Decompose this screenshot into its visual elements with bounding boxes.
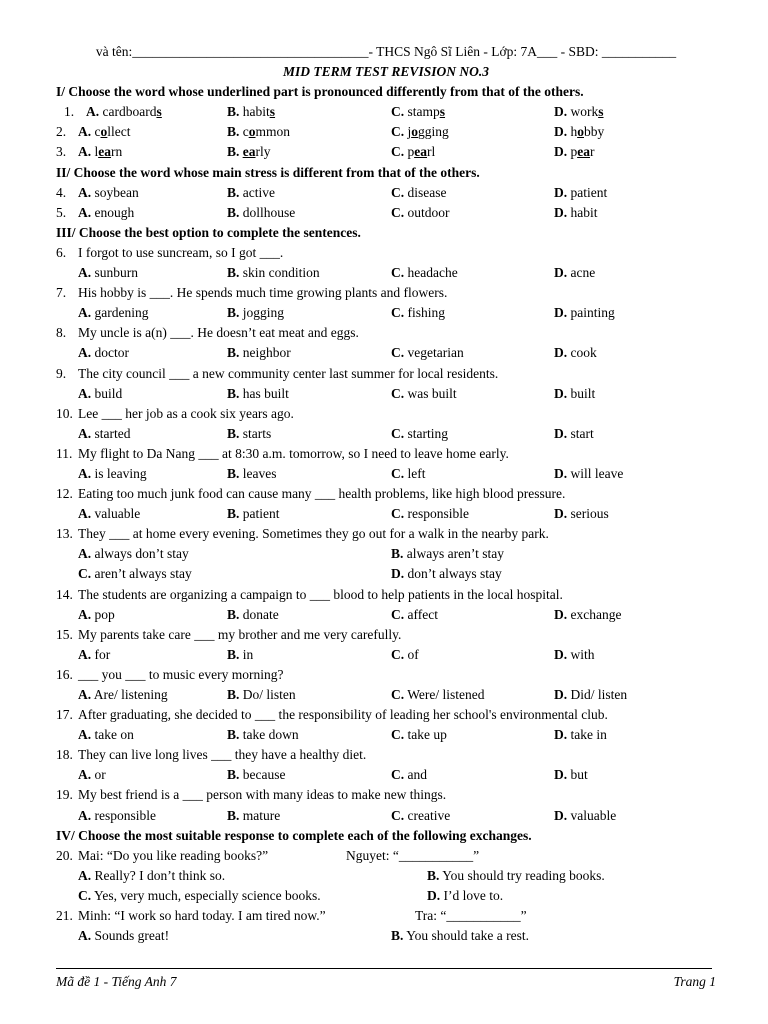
option-letter: B.: [227, 807, 240, 823]
option-a: A. doctor: [78, 345, 129, 361]
option-a: A. valuable: [78, 506, 141, 522]
option-letter: D.: [554, 104, 568, 120]
option-b: B. donate: [227, 606, 279, 622]
option-d: D. pear: [554, 144, 595, 160]
option-letter: B.: [227, 385, 240, 401]
stress-row: [56, 203, 716, 223]
option-letter: B.: [227, 184, 240, 200]
underlined-letters: s: [598, 104, 604, 120]
option-letter: A.: [78, 345, 92, 361]
underlined-letters: o: [100, 124, 108, 140]
option-b: B. You should try reading books.: [427, 867, 605, 883]
option-d: D. hobby: [554, 124, 605, 140]
option-letter: B.: [227, 144, 240, 160]
option-c: C. and: [391, 767, 427, 783]
question-text: The students are organizing a campaign to ___ blood to help patients in the local hospital.: [78, 586, 563, 602]
option-letter: A.: [78, 204, 92, 220]
question-number: 14.: [56, 586, 73, 602]
underlined-letters: o: [248, 124, 256, 140]
option-letter: B.: [427, 867, 440, 883]
option-letter: D.: [554, 305, 568, 321]
question-stem: [56, 404, 716, 424]
question-text: I forgot to use suncream, so I got ___.: [78, 244, 284, 260]
option-letter: D.: [554, 265, 568, 281]
option-letter: B.: [391, 546, 404, 562]
option-b: B. active: [227, 184, 275, 200]
option-letter: A.: [78, 928, 92, 944]
option-letter: C.: [391, 204, 405, 220]
option-letter: B.: [227, 124, 240, 140]
section-heading-1: I/ Choose the word whose underlined part is pronounced differently from that of the others.: [56, 84, 584, 100]
option-letter: A.: [78, 767, 92, 783]
option-b: B. leaves: [227, 465, 277, 481]
question-number: 17.: [56, 707, 73, 723]
option-letter: B.: [227, 687, 240, 702]
options-row: [56, 605, 716, 625]
option-letter: B.: [227, 265, 240, 281]
option-b: B. skin condition: [227, 265, 320, 281]
option-letter: C.: [391, 425, 405, 441]
option-b: B. has built: [227, 385, 289, 401]
option-a: A. pop: [78, 606, 115, 622]
footer-divider: [56, 968, 712, 969]
option-letter: D.: [554, 144, 568, 160]
exam-page: [56, 42, 716, 946]
option-c: C. stamps: [391, 104, 446, 120]
option-b: B. take down: [227, 727, 299, 743]
option-letter: D.: [554, 506, 568, 522]
question-text: ___ you ___ to music every morning?: [78, 666, 284, 682]
options-row: [56, 384, 716, 404]
option-d: D. works: [554, 104, 604, 120]
option-a: A. is leaving: [78, 465, 147, 481]
question-number: 19.: [56, 787, 73, 803]
footer-page-number: Trang 1: [673, 974, 716, 989]
option-letter: A.: [86, 104, 100, 120]
options-row: [56, 544, 716, 564]
option-d: D. exchange: [554, 606, 622, 622]
option-letter: D.: [391, 566, 405, 582]
underlined-letters: ea: [414, 144, 427, 160]
underlined-letters: o: [411, 124, 419, 140]
option-letter: A.: [78, 465, 92, 481]
question-stem: [56, 323, 716, 343]
option-b: B. neighbor: [227, 345, 291, 361]
option-b: B. common: [227, 124, 291, 140]
question-text: Eating too much junk food can cause many ___ health problems, like high blood pressure.: [78, 486, 566, 502]
option-d: D. start: [554, 425, 594, 441]
option-b: B. always aren’t stay: [391, 546, 504, 562]
option-letter: D.: [554, 807, 568, 823]
option-letter: C.: [391, 646, 405, 662]
question-stem: [56, 243, 716, 263]
option-letter: B.: [227, 104, 240, 120]
underlined-part: [440, 104, 445, 119]
option-c: C. aren’t always stay: [78, 566, 192, 582]
question-text: Lee ___ her job as a cook six years ago.: [78, 405, 294, 421]
question-number: 2.: [56, 124, 67, 140]
question-number: 10.: [56, 405, 73, 421]
underlined-part: [577, 124, 584, 139]
option-letter: D.: [554, 345, 568, 361]
option-a: A. build: [78, 385, 123, 401]
option-a: A. Are/ listening: [78, 687, 168, 702]
question-number: 9.: [56, 365, 67, 381]
exchange-questions: [56, 846, 716, 946]
option-letter: B.: [227, 506, 240, 522]
underlined-part: [270, 104, 275, 119]
option-d: D. will leave: [554, 465, 624, 481]
question-stem: [56, 785, 716, 805]
question-number: 6.: [56, 244, 67, 260]
option-d: D. painting: [554, 305, 615, 321]
option-letter: C.: [391, 265, 405, 281]
option-letter: D.: [554, 606, 568, 622]
option-letter: B.: [227, 767, 240, 783]
question-number: 21.: [56, 908, 73, 924]
option-letter: D.: [554, 184, 568, 200]
options-row: [56, 464, 716, 484]
options-row: [56, 886, 716, 906]
option-c: C. starting: [391, 425, 448, 441]
underlined-letters: s: [156, 104, 162, 120]
option-c: C. responsible: [391, 506, 469, 522]
question-number: 12.: [56, 486, 73, 502]
options-row: [56, 424, 716, 444]
option-a: A. cardboards: [86, 104, 162, 120]
question-number: 3.: [56, 144, 67, 160]
speaker-line: Mai: “Do you like reading books?”: [78, 847, 269, 863]
question-stem: [56, 484, 716, 504]
question-number: 13.: [56, 526, 73, 542]
options-row: [56, 765, 716, 785]
underlined-part: [249, 124, 256, 139]
stress-questions: [56, 183, 716, 223]
option-d: D. don’t always stay: [391, 566, 502, 582]
option-d: D. I’d love to.: [427, 887, 504, 903]
option-a: A. for: [78, 646, 111, 662]
option-c: C. Yes, very much, especially science books.: [78, 887, 321, 903]
stress-row: [56, 183, 716, 203]
option-c: C. affect: [391, 606, 438, 622]
options-row: [56, 926, 716, 946]
question-stem: [56, 524, 716, 544]
option-d: D. acne: [554, 265, 596, 281]
option-a: A. take on: [78, 727, 134, 743]
option-d: D. take in: [554, 727, 607, 743]
option-a: A. learn: [78, 144, 123, 160]
section-heading-4: IV/ Choose the most suitable response to complete each of the following exchanges.: [56, 827, 532, 843]
question-text: They can live long lives ___ they have a healthy diet.: [78, 747, 367, 763]
option-letter: A.: [78, 867, 92, 883]
question-stem: [56, 585, 716, 605]
option-b: B. mature: [227, 807, 281, 823]
option-letter: A.: [78, 646, 92, 662]
option-a: A. gardening: [78, 305, 149, 321]
option-letter: D.: [554, 124, 568, 140]
option-a: A. collect: [78, 124, 131, 140]
option-letter: A.: [78, 687, 92, 702]
question-stem: [56, 665, 716, 685]
underlined-part: [411, 124, 418, 139]
question-text: After graduating, she decided to ___ the responsibility of leading her school's environmental club.: [78, 707, 608, 723]
option-c: C. was built: [391, 385, 457, 401]
section-heading-2: II/ Choose the word whose main stress is different from that of the others.: [56, 164, 480, 180]
exchange-stem: [56, 906, 716, 926]
option-letter: C.: [391, 606, 405, 622]
option-letter: B.: [227, 425, 240, 441]
option-a: A. always don’t stay: [78, 546, 189, 562]
question-stem: [56, 364, 716, 384]
option-letter: D.: [554, 204, 568, 220]
question-number: 16.: [56, 666, 73, 682]
question-number: 4.: [56, 184, 67, 200]
option-b: B. in: [227, 646, 254, 662]
options-row: [56, 564, 716, 584]
option-d: D. patient: [554, 184, 608, 200]
question-number: 8.: [56, 325, 67, 341]
option-c: C. outdoor: [391, 204, 450, 220]
question-stem: [56, 625, 716, 645]
underlined-part: [598, 104, 603, 119]
underlined-letters: ea: [242, 144, 256, 160]
underlined-part: [101, 124, 108, 139]
option-letter: A.: [78, 606, 92, 622]
underlined-letters: s: [439, 104, 446, 120]
option-b: B. habits: [227, 104, 276, 120]
question-stem: [56, 745, 716, 765]
exchange-stem: [56, 846, 716, 866]
option-c: C. headache: [391, 265, 458, 281]
option-letter: A.: [78, 124, 92, 140]
option-a: A. soybean: [78, 184, 139, 200]
option-a: A. Sounds great!: [78, 928, 170, 944]
option-letter: D.: [554, 385, 568, 401]
underlined-part: [243, 144, 256, 159]
option-d: D. with: [554, 646, 595, 662]
option-letter: A.: [78, 425, 92, 441]
option-a: A. enough: [78, 204, 135, 220]
option-letter: C.: [391, 465, 405, 481]
option-a: A. started: [78, 425, 131, 441]
phonetics-row: [56, 142, 716, 162]
underlined-letters: s: [269, 104, 276, 120]
option-letter: B.: [227, 646, 240, 662]
question-text: His hobby is ___. He spends much time growing plants and flowers.: [78, 285, 448, 301]
option-letter: A.: [78, 265, 92, 281]
option-letter: A.: [78, 385, 92, 401]
phonetics-row: [56, 102, 716, 122]
option-c: C. fishing: [391, 305, 446, 321]
option-letter: C.: [78, 887, 92, 903]
option-letter: C.: [391, 144, 405, 160]
option-b: B. jogging: [227, 305, 285, 321]
option-letter: B.: [227, 727, 240, 743]
options-row: [56, 645, 716, 665]
question-stem: [56, 444, 716, 464]
options-row: [56, 504, 716, 524]
option-letter: B.: [227, 305, 240, 321]
question-text: My flight to Da Nang ___ at 8:30 a.m. tomorrow, so I need to leave home early.: [78, 445, 509, 461]
option-c: C. creative: [391, 807, 451, 823]
multiple-choice-questions: [56, 243, 716, 826]
underlined-letters: ea: [577, 144, 590, 160]
question-text: They ___ at home every evening. Sometimes they go out for a walk in the nearby park.: [78, 526, 549, 542]
option-letter: C.: [391, 124, 405, 140]
option-d: D. Did/ listen: [554, 687, 628, 702]
option-a: A. Really? I don’t think so.: [78, 867, 226, 883]
option-b: B. starts: [227, 425, 272, 441]
phonetics-questions: [56, 102, 716, 162]
option-c: C. Were/ listened: [391, 687, 485, 702]
option-letter: C.: [391, 727, 405, 743]
option-letter: A.: [78, 184, 92, 200]
option-letter: C.: [78, 566, 92, 582]
option-c: C. pearl: [391, 144, 436, 160]
option-letter: A.: [78, 144, 92, 160]
option-b: B. dollhouse: [227, 204, 296, 220]
option-letter: D.: [554, 465, 568, 481]
option-letter: A.: [78, 727, 92, 743]
option-letter: D.: [554, 646, 568, 662]
option-letter: C.: [391, 184, 405, 200]
response-blank: Tra: “___________”: [415, 908, 527, 924]
option-b: B. Do/ listen: [227, 687, 296, 702]
option-letter: D.: [554, 727, 568, 743]
underlined-part: [414, 144, 427, 159]
option-letter: D.: [554, 425, 568, 441]
question-text: My uncle is a(n) ___. He doesn’t eat meat and eggs.: [78, 325, 359, 341]
options-row: [56, 806, 716, 826]
option-a: A. or: [78, 767, 106, 783]
option-letter: C.: [391, 385, 405, 401]
option-d: D. but: [554, 767, 588, 783]
option-b: B. because: [227, 767, 286, 783]
option-letter: C.: [391, 807, 405, 823]
option-letter: A.: [78, 305, 92, 321]
option-c: C. vegetarian: [391, 345, 464, 361]
underlined-letters: ea: [98, 144, 112, 160]
options-row: [56, 685, 716, 705]
question-number: 20.: [56, 847, 73, 863]
speaker-line: Minh: “I work so hard today. I am tired now.”: [78, 908, 326, 924]
question-number: 7.: [56, 285, 67, 301]
option-letter: B.: [227, 606, 240, 622]
page-title: MID TERM TEST REVISION NO.3: [283, 64, 489, 80]
question-text: My best friend is a ___ person with many ideas to make new things.: [78, 787, 447, 803]
options-row: [56, 866, 716, 886]
question-number: 18.: [56, 747, 73, 763]
option-letter: D.: [554, 687, 568, 702]
option-letter: C.: [391, 767, 405, 783]
option-d: D. cook: [554, 345, 597, 361]
option-b: B. early: [227, 144, 271, 160]
option-letter: A.: [78, 807, 92, 823]
option-letter: D.: [554, 767, 568, 783]
question-text: The city council ___ a new community center last summer for local residents.: [78, 365, 499, 381]
question-number: 11.: [56, 445, 73, 461]
response-blank: Nguyet: “___________”: [346, 847, 480, 863]
option-a: A. responsible: [78, 807, 156, 823]
option-d: D. built: [554, 385, 596, 401]
option-b: B. You should take a rest.: [391, 928, 530, 944]
question-number: 15.: [56, 626, 73, 642]
options-row: [56, 303, 716, 323]
option-letter: B.: [227, 465, 240, 481]
option-letter: C.: [391, 506, 405, 522]
option-c: C. take up: [391, 727, 447, 743]
option-d: D. serious: [554, 506, 609, 522]
question-stem: [56, 705, 716, 725]
option-letter: C.: [391, 104, 405, 120]
underlined-part: [577, 144, 590, 159]
phonetics-row: [56, 122, 716, 142]
option-letter: B.: [227, 204, 240, 220]
option-c: C. disease: [391, 184, 447, 200]
option-letter: C.: [391, 345, 405, 361]
option-letter: C.: [391, 305, 405, 321]
option-letter: A.: [78, 546, 92, 562]
option-letter: C.: [391, 687, 405, 702]
option-letter: B.: [227, 345, 240, 361]
question-number: 1.: [64, 104, 75, 120]
option-letter: B.: [391, 928, 404, 944]
footer-exam-code: Mã đề 1 - Tiếng Anh 7: [56, 974, 177, 989]
option-d: D. valuable: [554, 807, 617, 823]
option-c: C. of: [391, 646, 419, 662]
question-number: 5.: [56, 204, 67, 220]
underlined-part: [156, 104, 161, 119]
options-row: [56, 725, 716, 745]
student-info-line: và tên:___________________________________- THCS Ngô Sĩ Liên - Lớp: 7A___ - SBD: ___________: [95, 44, 677, 59]
option-d: D. habit: [554, 204, 598, 220]
question-text: My parents take care ___ my brother and me very carefully.: [78, 626, 402, 642]
options-row: [56, 263, 716, 283]
option-c: C. jogging: [391, 124, 449, 140]
options-row: [56, 343, 716, 363]
question-stem: [56, 283, 716, 303]
underlined-part: [98, 144, 111, 159]
underlined-letters: o: [577, 124, 584, 140]
section-heading-3: III/ Choose the best option to complete the sentences.: [56, 224, 361, 240]
option-letter: D.: [427, 887, 441, 903]
option-c: C. left: [391, 465, 426, 481]
option-letter: A.: [78, 506, 92, 522]
option-a: A. sunburn: [78, 265, 138, 281]
option-b: B. patient: [227, 506, 280, 522]
